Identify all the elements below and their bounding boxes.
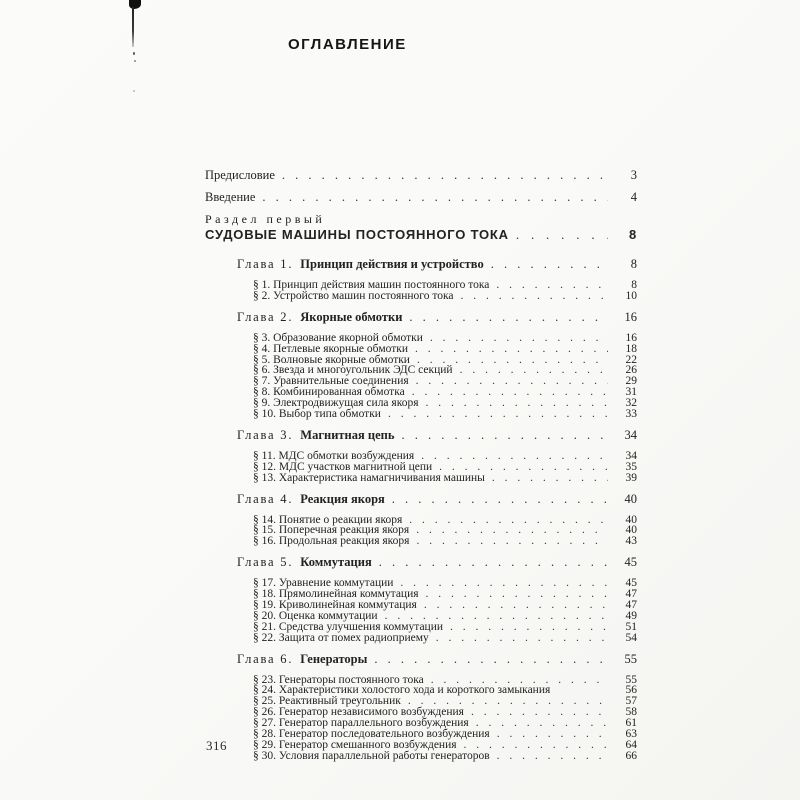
toc-row-section xyxy=(205,536,637,547)
chapter-title: Реакция якоря xyxy=(300,491,385,506)
toc-entry-label: § 29. Генератор смешанного возбуждения xyxy=(253,738,457,751)
leader-dots xyxy=(409,311,608,324)
leader-dots xyxy=(491,258,608,271)
chapter-prefix: Глава 3. xyxy=(237,427,294,442)
toc-entry-label: § 3. Образование якорной обмотки xyxy=(253,331,423,344)
page-ref: 58 xyxy=(625,706,637,719)
leader-dots xyxy=(416,376,608,388)
page-ref: 54 xyxy=(625,631,637,644)
scan-speck xyxy=(133,90,135,92)
chapter-title: Генераторы xyxy=(300,651,368,666)
chapter-title: Коммутация xyxy=(300,555,372,570)
toc-entry-label: § 22. Защита от помех радиоприему xyxy=(253,631,429,644)
page-ref: 56 xyxy=(625,684,637,697)
leader-dots xyxy=(471,707,608,719)
leader-dots xyxy=(412,387,608,399)
leader-dots xyxy=(497,751,608,763)
toc-entry-label: § 28. Генератор последовательного возбуждения xyxy=(253,728,490,741)
toc-row-part-title xyxy=(205,228,637,249)
toc-entry-label: Раздел первый xyxy=(205,212,326,226)
toc-row-section xyxy=(205,409,637,420)
toc-row-section xyxy=(205,473,637,484)
page-ref: 47 xyxy=(625,588,637,601)
page-ref: 55 xyxy=(625,673,637,686)
scan-scratch-line xyxy=(132,7,134,47)
leader-dots xyxy=(450,622,608,634)
leader-dots xyxy=(415,344,608,356)
page-ref: 22 xyxy=(625,353,637,366)
toc-row-chapter xyxy=(205,493,637,510)
toc-entry-label: § 5. Волновые якорные обмотки xyxy=(253,353,410,366)
toc-row-chapter xyxy=(205,556,637,573)
chapter-prefix: Глава 1. xyxy=(237,257,294,271)
page-ref: 66 xyxy=(625,749,637,762)
page-ref: 34 xyxy=(624,427,637,442)
page-ref: 61 xyxy=(625,717,637,730)
chapter-prefix: Глава 4. xyxy=(237,491,294,506)
page-ref: 10 xyxy=(625,289,637,302)
page-ref: 8 xyxy=(630,257,637,271)
page-ref: 16 xyxy=(625,331,637,344)
leader-dots xyxy=(416,525,608,537)
page-title: ОГЛАВЛЕНИЕ xyxy=(288,36,407,53)
leader-dots xyxy=(416,536,608,548)
page-ref: 34 xyxy=(625,449,637,462)
toc-entry-label: Предисловие xyxy=(205,168,275,182)
leader-dots xyxy=(426,398,609,410)
page-ref: 40 xyxy=(625,513,637,526)
toc-entry-label: § 20. Оценка коммутации xyxy=(253,609,378,622)
leader-dots xyxy=(282,169,608,182)
toc-entry-label: § 30. Условия параллельной работы генераторов xyxy=(253,749,490,762)
toc-entry-label: СУДОВЫЕ МАШИНЫ ПОСТОЯННОГО ТОКА xyxy=(205,227,509,242)
page-ref: 49 xyxy=(625,609,637,622)
page-ref: 55 xyxy=(624,651,637,666)
toc-entry-label: § 23. Генераторы постоянного тока xyxy=(253,673,424,686)
chapter-title: Магнитная цепь xyxy=(300,427,395,442)
page-ref: 26 xyxy=(625,364,637,377)
leader-dots xyxy=(497,729,608,741)
toc-entry-label: § 14. Понятие о реакции якоря xyxy=(253,513,403,526)
toc-entry-label: § 17. Уравнение коммутации xyxy=(253,577,394,590)
page-ref: 40 xyxy=(624,491,637,506)
page-ref: 33 xyxy=(625,408,637,421)
toc-entry-label: § 26. Генератор независимого возбуждения xyxy=(253,706,464,719)
leader-dots xyxy=(436,633,608,645)
page-ref: 18 xyxy=(625,342,637,355)
leader-dots xyxy=(492,473,608,485)
toc-entry-label: § 10. Выбор типа обмотки xyxy=(253,408,381,421)
page-ref: 57 xyxy=(625,695,637,708)
page-ref: 45 xyxy=(624,555,637,570)
page-ref: 4 xyxy=(630,189,637,204)
toc-entry-label: § 4. Петлевые якорные обмотки xyxy=(253,342,409,355)
chapter-title: Якорные обмотки xyxy=(300,309,403,324)
leader-dots xyxy=(392,493,608,506)
toc-row-chapter xyxy=(205,653,637,670)
page-ref: 45 xyxy=(625,577,637,590)
page-ref: 8 xyxy=(631,279,637,291)
toc-row-chapter xyxy=(205,258,637,275)
toc-row-front xyxy=(205,191,637,213)
leader-dots xyxy=(430,333,608,345)
chapter-prefix: Глава 6. xyxy=(237,651,294,666)
page-ref: 29 xyxy=(625,375,637,388)
page-ref: 63 xyxy=(625,728,637,741)
toc-entry-label: § 19. Криволинейная коммутация xyxy=(253,599,417,612)
toc-entry-label: § 11. МДС обмотки возбуждения xyxy=(253,449,415,462)
scan-ink-blob xyxy=(129,0,141,9)
toc-entry-label: Введение xyxy=(205,189,256,204)
toc-entry-label: § 15. Поперечная реакция якоря xyxy=(253,524,410,537)
toc-row-section xyxy=(205,291,637,302)
page-ref: 40 xyxy=(625,524,637,537)
toc-entry-label: § 18. Прямолинейная коммутация xyxy=(253,588,419,601)
toc-entry-label: § 9. Электродвижущая сила якоря xyxy=(253,397,419,410)
chapter-prefix: Глава 2. xyxy=(237,309,294,324)
toc-entry-label: § 2. Устройство машин постоянного тока xyxy=(253,289,454,302)
page-ref: 8 xyxy=(628,227,637,242)
leader-dots xyxy=(388,409,608,421)
page-ref: 39 xyxy=(625,471,637,484)
leader-dots xyxy=(496,280,608,292)
leader-dots xyxy=(409,515,608,527)
page-ref: 51 xyxy=(625,620,637,633)
leader-dots xyxy=(374,653,608,666)
page-ref: 43 xyxy=(625,535,637,548)
toc-entry-label: § 16. Продольная реакция якоря xyxy=(253,535,410,548)
scan-speck xyxy=(134,60,136,62)
toc-entry-label: § 21. Средства улучшения коммутации xyxy=(253,620,444,633)
page-ref: 31 xyxy=(625,386,637,399)
leader-dots xyxy=(426,589,608,601)
page-ref: 32 xyxy=(625,397,637,410)
scan-speck xyxy=(133,52,135,55)
leader-dots xyxy=(460,365,608,377)
toc-entry-label: § 25. Реактивный треугольник xyxy=(253,695,401,708)
toc-row-section xyxy=(205,344,637,355)
toc-entry-label: § 1. Принцип действия машин постоянного тока xyxy=(253,279,490,291)
leader-dots xyxy=(424,600,608,612)
toc-entry-label: § 7. Уравнительные соединения xyxy=(253,375,409,388)
toc-entry-label: § 27. Генератор параллельного возбуждения xyxy=(253,717,469,730)
toc-entry-label: § 24. Характеристики холостого хода и короткого замыкания xyxy=(253,684,551,697)
page-ref: 47 xyxy=(625,599,637,612)
table-of-contents xyxy=(205,169,637,762)
chapter-prefix: Глава 5. xyxy=(237,555,294,570)
folio-page-number: 316 xyxy=(206,738,227,753)
toc-row-section xyxy=(205,633,637,644)
leader-dots xyxy=(461,291,608,303)
chapter-title: Принцип действия и устройство xyxy=(300,257,484,271)
toc-entry-label: § 8. Комбинированная обмотка xyxy=(253,386,405,399)
toc-entry-label: § 13. Характеристика намагничивания машины xyxy=(253,471,485,484)
leader-dots xyxy=(476,718,608,730)
toc-entry-label: § 12. МДС участков магнитной цепи xyxy=(253,460,433,473)
leader-dots xyxy=(401,429,608,442)
page-ref: 35 xyxy=(625,460,637,473)
page-ref: 3 xyxy=(630,168,637,182)
page-ref: 64 xyxy=(625,738,637,751)
toc-entry-label: § 6. Звезда и многоугольник ЭДС секций xyxy=(253,364,453,377)
page-ref: 16 xyxy=(624,309,637,324)
leader-dots xyxy=(400,578,608,590)
leader-dots xyxy=(421,451,608,463)
toc-row-front xyxy=(205,169,637,191)
leader-dots xyxy=(379,556,608,569)
leader-dots xyxy=(262,191,608,204)
toc-row-part-label xyxy=(205,213,637,228)
toc-row-chapter xyxy=(205,311,637,328)
toc-row-section xyxy=(205,751,637,762)
toc-row-chapter xyxy=(205,429,637,446)
leader-dots xyxy=(516,228,608,241)
